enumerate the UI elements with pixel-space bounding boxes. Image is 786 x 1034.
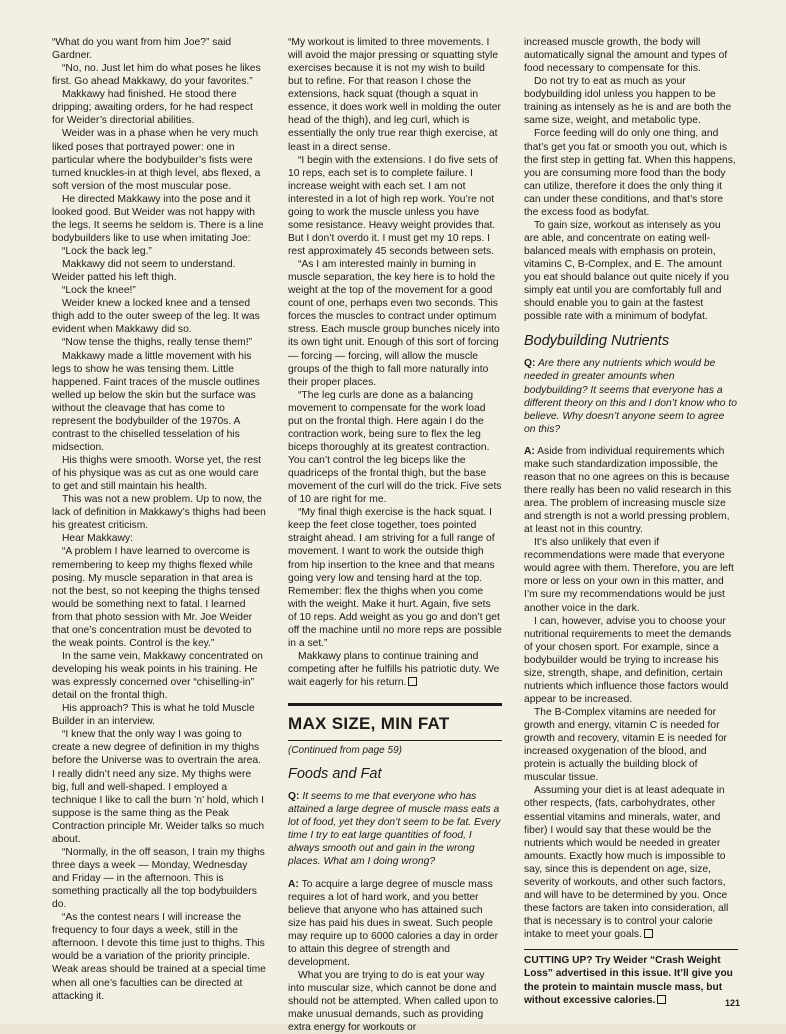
question-paragraph-2 [524, 357, 738, 435]
paragraph: “I knew that the only way I was going to create a new degree of definition in my thighs before the Universe was to overtrain the area. I really didn’t need any size. My thighs were big, full and well-shaped. I employed a technique I like to call the burn ’n’ hold, which I suppose is the same thing as the Peak Contraction principle Mr. Weider talks so much about. [52, 728, 266, 846]
paragraph: “My workout is limited to three movements. I will avoid the major pressing or squatting style exercises because it is not my wish to build but to refine. For that reason I chose the extensions, hack squat (though a squat in essence, it does work well in molding the outer head of the thigh), and leg curl, which is essentially the only true rear thigh exercise, at least in a direct sense. [288, 36, 502, 154]
answer-paragraph [524, 445, 738, 536]
paragraph: “A problem I have learned to overcome is remembering to keep my thighs flexed while posing. My muscle separation in that area is not the best, so not keeping the thighs tensed would be something next to fatal. I learned from that photo session with Mr. Joe Weider that one’s concentration must be devoted to the weak points. Control is the key.” [52, 545, 266, 650]
paragraph: He directed Makkawy into the pose and it looked good. But Weider was not happy with the legs. It seems he seldom is. There is a line bodybuilders like to use when imitating Joe: [52, 193, 266, 245]
paragraph: “Normally, in the off season, I train my thighs three days a week — Monday, Wednesday and Friday — in the afternoon. This is something practically all the top bodybuilders do. [52, 846, 266, 911]
paragraph: “As I am interested mainly in burning in muscle separation, the key here is to hold the weight at the top of the movement for a good count of one, perhaps even two seconds. This forces the muscles to contract under optimum stress. Each muscle group bunches nicely into its own tight unit. Enough of this sort of forcing — forcing — forcing, will allow the muscle groups of the thigh to fall more naturally into their proper places. [288, 258, 502, 389]
paragraph: In the same vein, Makkawy concentrated on developing his weak points in his training. He was expressly concerned over “chiselling-in” detail on the frontal thigh. [52, 650, 266, 702]
paragraph: His approach? This is what he told Muscle Builder in an interview. [52, 702, 266, 728]
paragraph: “Lock the back leg.” [52, 245, 266, 258]
article-divider [288, 703, 502, 706]
paragraph: “The leg curls are done as a balancing movement to compensate for the work load put on the frontal thigh. Here again I do the contraction work, being sure to flex the leg biceps thoroughly at its greatest contraction. You can’t control the leg biceps like the quadriceps of the frontal thigh, but the base movement of the curl will do the trick. Five sets of 10 are right for me. [288, 389, 502, 507]
continued-note: (Continued from page 59) [288, 745, 502, 756]
question-text-2: Are there any nutrients which would be needed in greater amounts when bodybuilding? It seems that everyone has a different theory on this and I don’t know who to believe. Why doesn’t anyone seem to agree on this? [524, 358, 737, 434]
paragraph: Weider was in a phase when he very much liked poses that portrayed power: one in particular where the bodybuilder’s fists were turned knuckles-in at thigh level, abs flexed, a soft version of the most muscular pose. [52, 127, 266, 192]
paragraph: Weider knew a locked knee and a tensed thigh add to the outer sweep of the leg. It was evident when Makkawy did so. [52, 297, 266, 336]
foods-and-fat-continued [524, 36, 738, 323]
paragraph: “My final thigh exercise is the hack squat. I keep the feet close together, toes pointed straight ahead. I am striving for a full range of movement. I want to work the outside thigh from hip insertion to the knee and that means going very low and tensing hard at the top. Remember: flex the thighs when you come with the weight. Make it hurt. Again, five sets of 10 reps. Add weight as you go and don’t get off the machine until no more reps are possible in a set.” [288, 506, 502, 650]
paragraph: Makkawy had finished. He stood there dripping; awaiting orders, for he had respect for Weider’s directorial abilities. [52, 88, 266, 127]
column-2 [288, 36, 502, 1034]
answer-paragraph: I can, however, advise you to choose your nutritional requirements to meet the demands of your chosen sport. For example, since a bodybuilder would be trying to increase his size, strength, shape, and definition, certain nutrients which influence those factors would appear to be increased. [524, 615, 738, 706]
paragraph: Do not try to eat as much as your bodybuilding idol unless you happen to be training as intensely as he is and are both the same size, weight, and metabolic type. [524, 75, 738, 127]
paragraph: Makkawy made a little movement with his legs to show he was tensing them. Little happened. Faint traces of the muscle outlines welled up below the skin but the surface was without the cleavage that has come to represent the bodybuilder of the 1970s. A contrast to the chiselled tesselation of his midsection. [52, 350, 266, 455]
answer-text: To acquire a large degree of muscle mass requires a lot of hard work, and you better believe that anyone who has attained such size has paid his dues in sweat. Such people may require up to 6000 calories a day in order to attain this degree of strength and development. [288, 879, 498, 968]
ad-cutting-up: CUTTING UP? Try Weider “Crash Weight Loss” advertised in this issue. It’ll give you the protein to maintain muscle mass, but without excessive calories. [524, 949, 738, 1007]
column-3 [524, 36, 738, 1034]
answer-label: A: [524, 446, 535, 457]
answer-paragraph: It’s also unlikely that even if recommendations were made that everyone would agree with them. Therefore, you are left more or less on your own in this matter, and I’m sure my recommendations would be just another voice in the dark. [524, 536, 738, 614]
paragraph: His thighs were smooth. Worse yet, the rest of his physique was as cut as one would care to get and still maintain his health. [52, 454, 266, 493]
column-1 [52, 36, 266, 1034]
end-mark-icon [657, 995, 666, 1004]
makkawy-article-end [288, 36, 502, 689]
question-label-2: Q: [524, 358, 535, 369]
answer-paragraph: Assuming your diet is at least adequate in other respects, (fats, carbohydrates, other essential vitamins and minerals, water, and fiber) I would say that these would be the nutrients which would be needed in greater amounts. Exactly how much is impossible to say, since this is dependent on age, size, severity of workouts, and other such factors, and will have to be determined by you. Once these factors are taken into consideration, all that is necessary is to control your calorie intake to meet your goals. [524, 784, 738, 941]
paragraph: Force feeding will do only one thing, and that’s get you fat or smooth you out, which is the first step in getting fat. When this happens, you are consuming more food than the body can utilize, therefore it does the only thing it can under these conditions, and that’s store the excess food as bodyfat. [524, 127, 738, 218]
question-label: Q: [288, 791, 299, 802]
section-heading-bodybuilding-nutrients: Bodybuilding Nutrients [524, 333, 738, 349]
paragraph: “No, no. Just let him do what poses he likes first. Go ahead Makkawy, do your favorites.” [52, 62, 266, 88]
paragraph: “Lock the knee!” [52, 284, 266, 297]
answer-block [288, 878, 502, 1034]
answer-paragraph [288, 878, 502, 969]
paragraph: “Now tense the thighs, really tense them!” [52, 336, 266, 349]
answer-paragraph: What you are trying to do is eat your way into muscular size, which cannot be done and should not be attempted. When called upon to make unusual demands, such as providing extra energy for workouts or [288, 969, 502, 1034]
paragraph: Makkawy plans to continue training and competing after he fulfills his patriotic duty. We wait eagerly for his return. [288, 650, 502, 689]
end-mark-icon [644, 929, 653, 938]
paragraph: increased muscle growth, the body will automatically signal the amount and types of food necessary to compensate for this. [524, 36, 738, 75]
paragraph: This was not a new problem. Up to now, the lack of definition in Makkawy’s thighs had been his greatest criticism. [52, 493, 266, 532]
paragraph: “As the contest nears I will increase the frequency to four days a week, still in the afternoon. I devote this time just to thighs. This would be a variation of the priority principle. Weak areas should be trained at a special time when all one’s faculties can be directed at attacking it. [52, 911, 266, 1002]
paragraph: To gain size, workout as intensely as you are able, and concentrate on eating well-balanced meals with emphasis on protein, vitamins C, B-Complex, and E. The amount you eat should balance out quite nicely if you simply eat until you are comfortably full and should enable you to gain at the fastest possible rate with a minimum of bodyfat. [524, 219, 738, 324]
article-title: MAX SIZE, MIN FAT [288, 714, 502, 734]
end-mark-icon [408, 677, 417, 686]
paragraph: “I begin with the extensions. I do five sets of 10 reps, each set is to complete failure. I increase weight with each set. I am not interested in a lot of high rep work. You’re not going to work the muscle unless you have some resistance. Heavy weight provides that. But I don’t overdo it. I must get my 10 reps. I rest approximately 45 seconds between sets. [288, 154, 502, 259]
paragraph: “What do you want from him Joe?” said Gardner. [52, 36, 266, 62]
paragraph: Makkawy did not seem to understand. Weider patted his left thigh. [52, 258, 266, 284]
section-heading-foods-and-fat: Foods and Fat [288, 766, 502, 782]
title-underline [288, 740, 502, 741]
page-number: 121 [725, 998, 740, 1008]
answer-text: Aside from individual requirements which make such standardization impossible, the reason that no one agrees on this is because there really has been no valid research in this area. The problem of increasing muscle size and strength is not a world pressing problem, at least not in this country. [524, 446, 731, 535]
answer-block-2 [524, 445, 738, 941]
text-columns [52, 36, 742, 1034]
paragraph: Hear Makkawy: [52, 532, 266, 545]
question-paragraph [288, 790, 502, 868]
answer-label: A: [288, 879, 299, 890]
answer-paragraph: The B-Complex vitamins are needed for growth and energy, vitamin C is needed for growth and recovery, vitamin E is needed for increased oxygenation of the blood, and protein is actually the building block of muscular tissue. [524, 706, 738, 784]
question-text: It seems to me that everyone who has attained a large degree of muscle mass eats a lot of food, yet they don’t seem to be fat. Every time I try to eat large quantities of food, I always smooth out and gain in the wrong places. What am I doing wrong? [288, 791, 500, 867]
